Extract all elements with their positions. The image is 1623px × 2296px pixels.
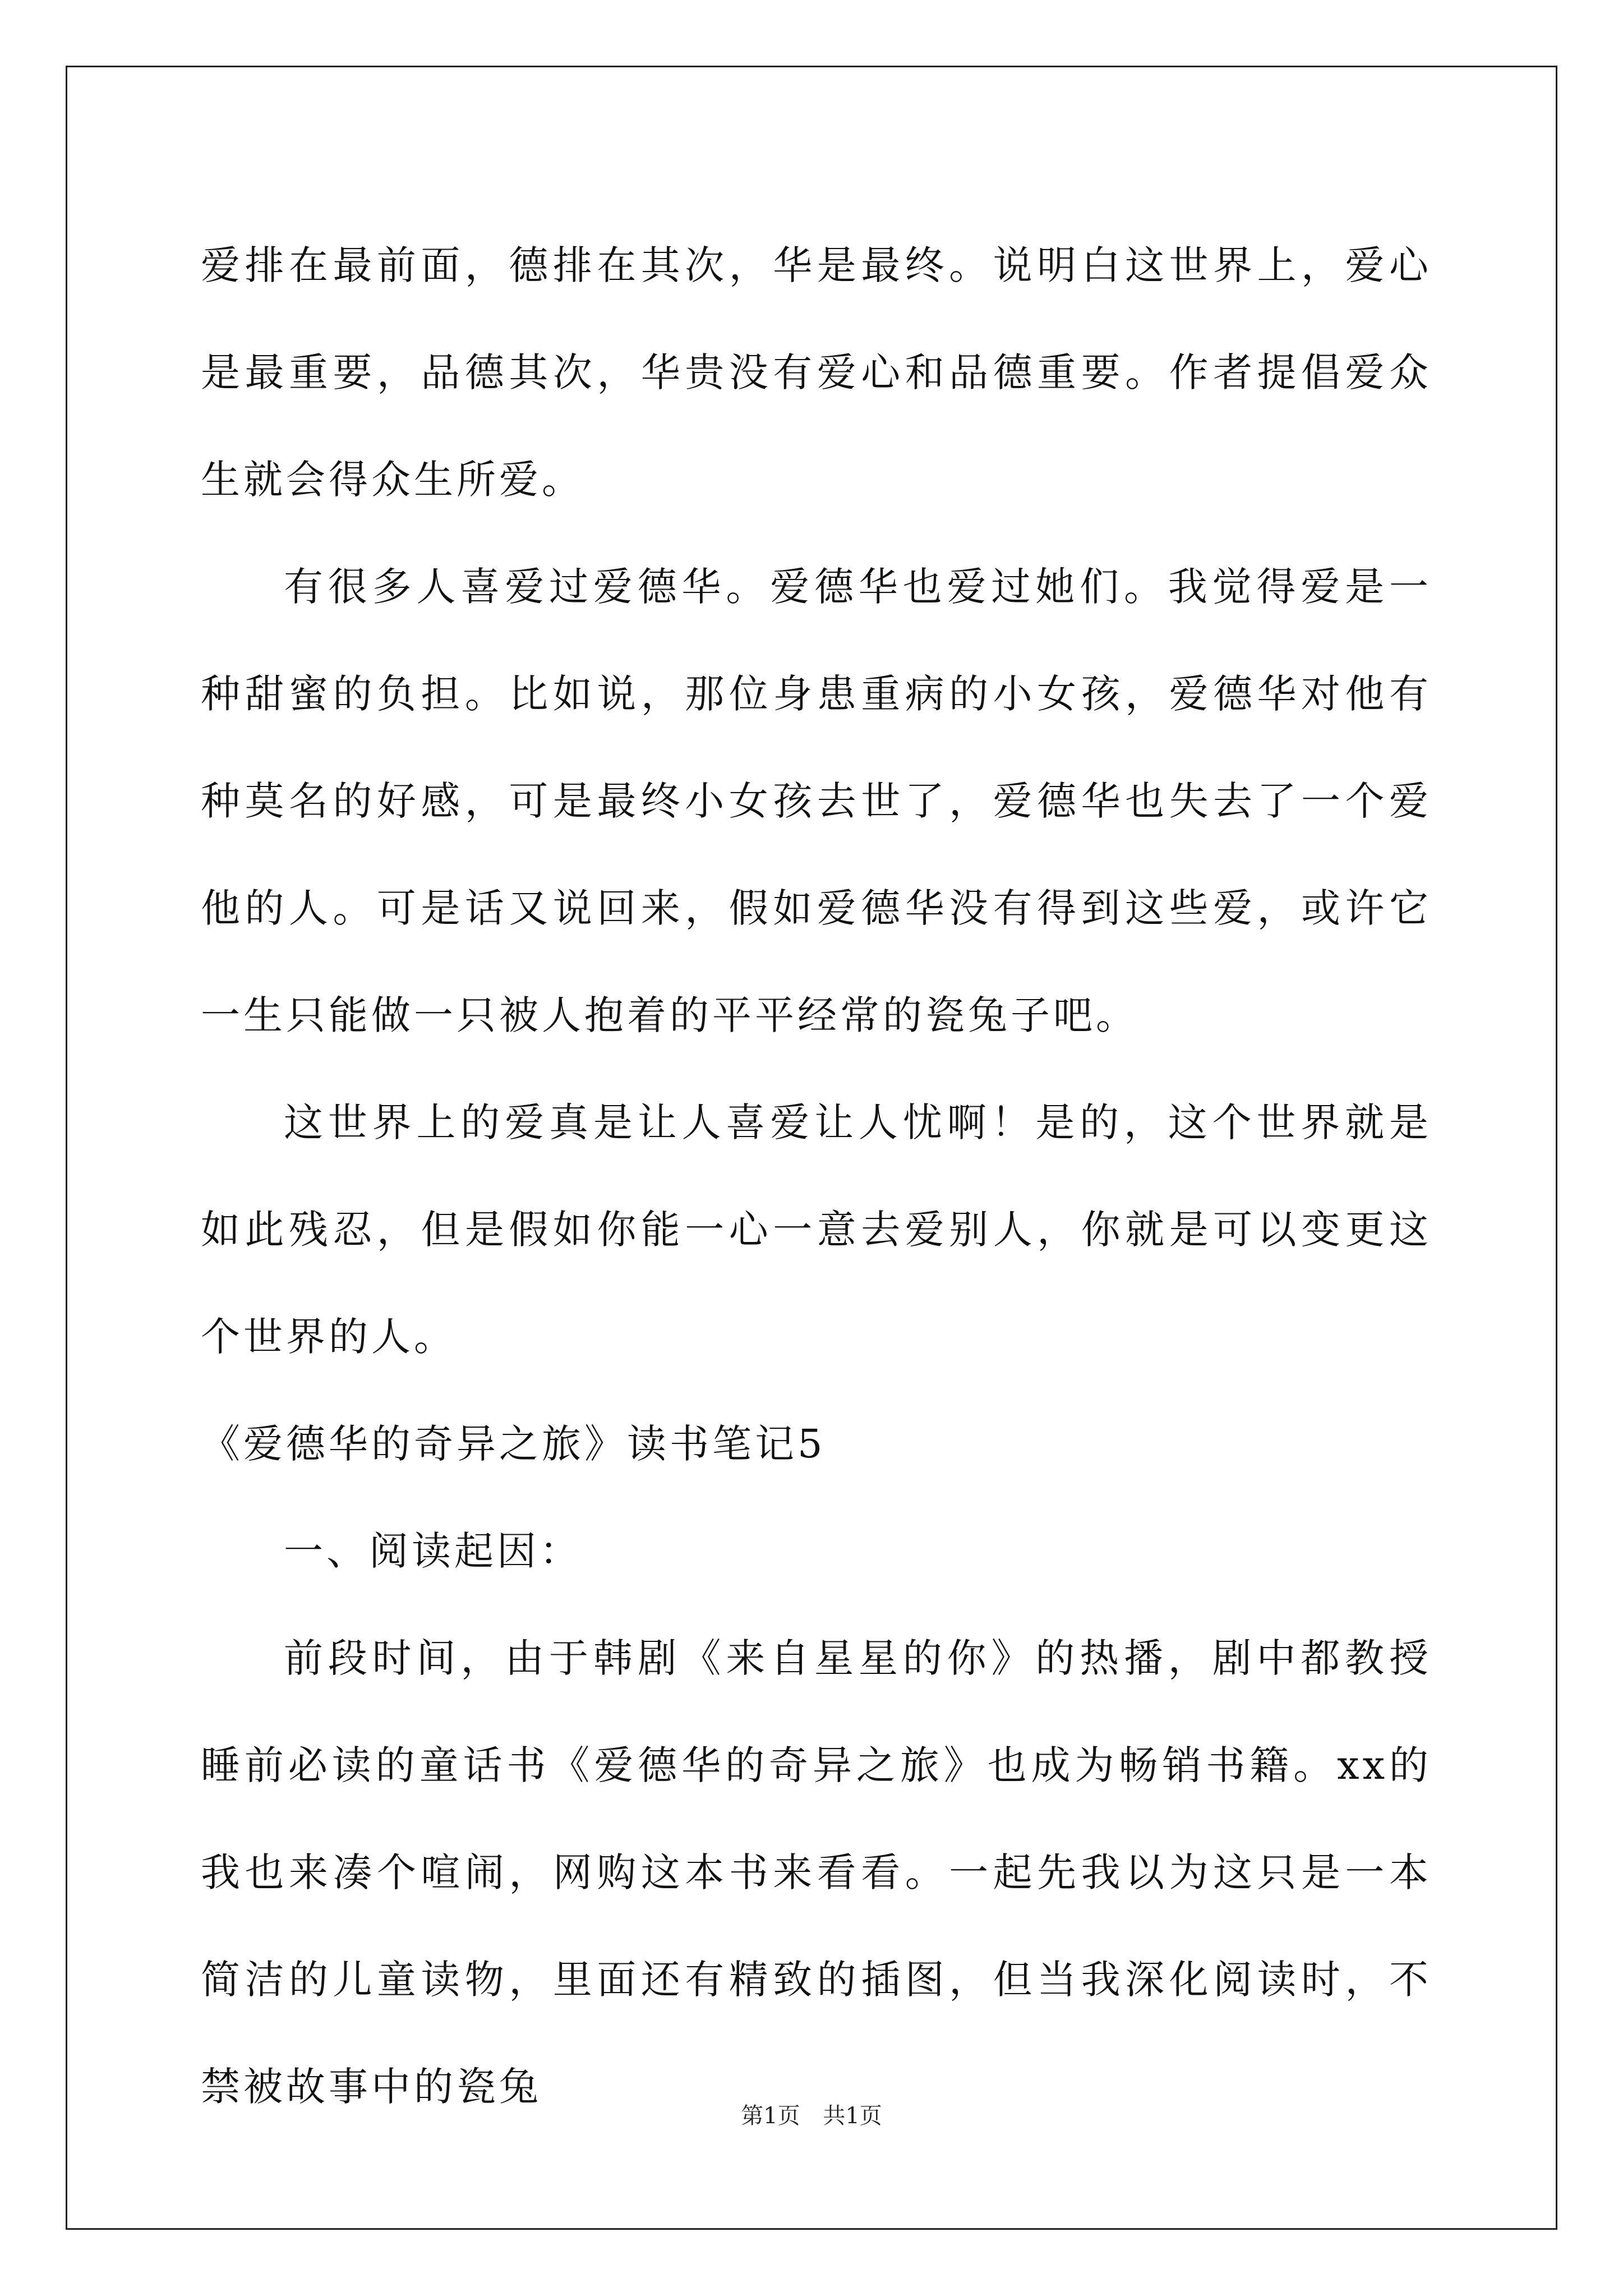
paragraph: 有很多人喜爱过爱德华。爱德华也爱过她们。我觉得爱是一种甜蜜的负担。比如说，那位身患重病的小女孩，爱德华对他有种莫名的好感，可是最终小女孩去世了，爱德华也失去了一个爱他的人。可是话又说回来，假如爱德华没有得到这些爱，或许它一生只能做一只被人抱着的平平经常的瓷兔子吧。 [201,564,1432,1038]
page-footer [0,2099,1623,2133]
subheading-paragraph: 一、阅读起因： [284,1528,582,1574]
paragraph: 前段时间，由于韩剧《来自星星的你》的热播，剧中都教授睡前必读的童话书《爱德华的奇异之旅》也成为畅销书籍。xx的我也来凑个喧闹，网购这本书来看看。一起先我以为这只是一本简洁的儿童读物，里面还有精致的插图，但当我深化阅读时，不禁被故事中的瓷兔 [201,1635,1432,2110]
paragraph: 这世界上的爱真是让人喜爱让人忧啊！是的，这个世界就是如此残忍，但是假如你能一心一意去爱别人，你就是可以变更这个世界的人。 [201,1099,1432,1360]
section-heading: 《爱德华的奇异之旅》读书笔记5 [201,1421,826,1467]
page-total: 共1页 [823,2103,882,2129]
page-number: 第1页 [741,2103,800,2129]
paragraph-continued: 爱排在最前面，德排在其次，华是最终。说明白这世界上，爱心是最重要，品德其次，华贵没有爱心和品德重要。作者提倡爱众生就会得众生所爱。 [201,242,1432,503]
document-body [201,212,1432,2141]
